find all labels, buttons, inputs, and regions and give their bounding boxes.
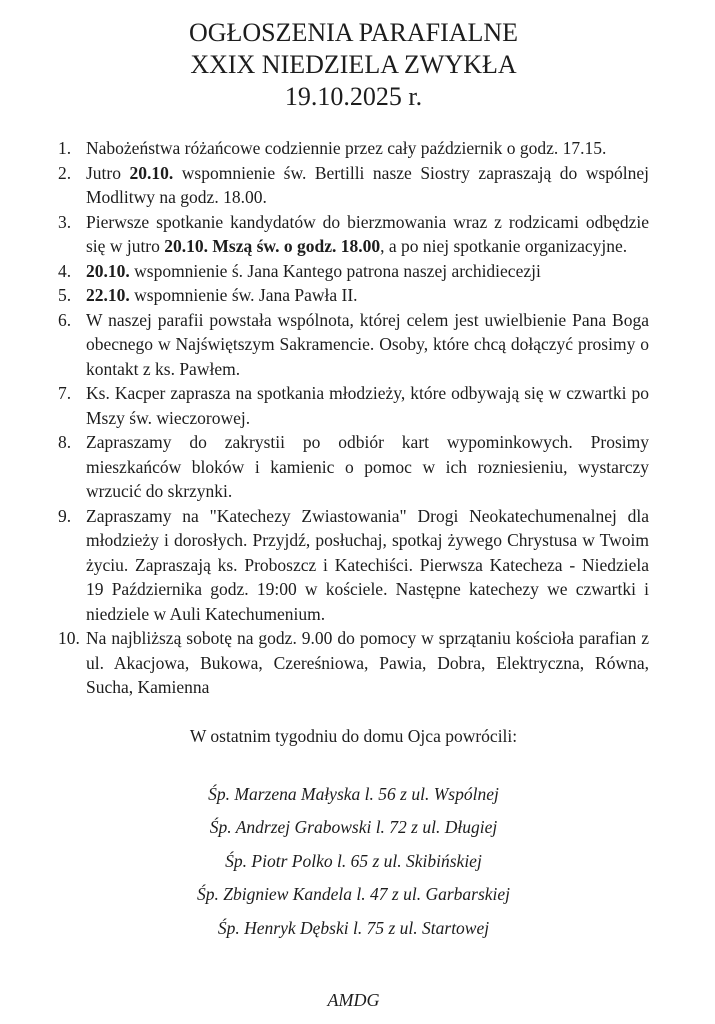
page-title-line-2: XXIX NIEDZIELA ZWYKŁA xyxy=(190,50,517,79)
memorial-entry: Śp. Marzena Małyska l. 56 z ul. Wspólnej xyxy=(208,783,499,804)
item-number: 4. xyxy=(58,260,72,281)
announcement-item xyxy=(58,259,649,284)
item-text: W naszej parafii powstała wspólnota, której celem jest uwielbienie Pana Boga obecnego w Najświętszym Sakramencie. Osoby, które chcą dołączyć prosimy o kontakt z ks. Pawłem. xyxy=(86,309,649,379)
memorial-entry: Śp. Zbigniew Kandela l. 47 z ul. Garbarskiej xyxy=(196,884,511,904)
announcement-item xyxy=(58,430,649,504)
item-text-bold: 20.10. xyxy=(129,162,174,183)
memorial-section xyxy=(58,724,649,940)
item-text: wspomnienie ś. Jana Kantego patrona naszej archidiecezji xyxy=(129,260,541,281)
item-text: Ks. Kacper zaprasza na spotkania młodzieży, które odbywają się w czwartki po Mszy św. wieczorowej. xyxy=(86,383,649,428)
item-text: wspomnienie św. Bertilli nasze Siostry zapraszają do wspólnej Modlitwy na godz. 18.00. xyxy=(86,162,650,207)
item-text: Na najbliższą sobotę na godz. 9.00 do pomocy w sprzątaniu kościoła parafian z ul. Akacjowa, Bukowa, Czereśniowa, Pawia, Dobra, Elektryczna, Równa, Sucha, Kamienna xyxy=(86,628,649,697)
item-text: , a po niej spotkanie organizacyjne. xyxy=(380,236,628,256)
announcement-item xyxy=(58,136,649,161)
memorial-list xyxy=(58,782,649,940)
announcement-item xyxy=(58,210,649,259)
item-number: 5. xyxy=(58,285,72,305)
item-number: 7. xyxy=(58,383,72,403)
memorial-entry: Śp. Henryk Dębski l. 75 z ul. Startowej xyxy=(217,917,490,938)
announcement-item xyxy=(58,381,649,430)
item-text: Jutro xyxy=(86,162,130,183)
item-number: 6. xyxy=(58,309,72,330)
item-number: 10. xyxy=(58,628,80,648)
announcement-item xyxy=(58,283,649,308)
item-text-bold: 22.10. xyxy=(86,285,130,305)
item-text: Zapraszamy na "Katechezy Zwiastowania" Drogi Neokatechumenalnej dla młodzieży i dorosłych. Przyjdź, posłuchaj, spotkaj żywego Chrystusa w Twoim życiu. Zapraszają ks. Proboszcz i Katechiści. Pierwsza Katecheza - Niedziela 19 Października godz. 19:00 w kościele. Następne katechezy we czwartki i niedziele w Auli Katechumenium. xyxy=(86,505,649,624)
announcement-list xyxy=(58,136,649,700)
item-text-bold: 20.10. Mszą św. o godz. 18.00 xyxy=(164,236,381,256)
page-title-line-1: OGŁOSZENIA PARAFIALNE xyxy=(188,18,519,47)
memorial-entry: Śp. Andrzej Grabowski l. 72 z ul. Długiej xyxy=(209,817,498,837)
announcement-item xyxy=(58,161,649,210)
item-number: 9. xyxy=(58,505,72,526)
item-text: Pierwsze spotkanie kandydatów do bierzmowania wraz z rodzicami odbędzie się w jutro xyxy=(86,211,649,256)
memorial-entry: Śp. Piotr Polko l. 65 z ul. Skibińskiej xyxy=(225,850,482,871)
footer-motto: AMDG xyxy=(327,989,380,1010)
item-number: 3. xyxy=(58,211,72,232)
item-number: 8. xyxy=(58,432,72,452)
announcement-item xyxy=(58,626,649,700)
item-number: 2. xyxy=(58,162,72,183)
item-text: wspomnienie św. Jana Pawła II. xyxy=(129,285,358,305)
page-title-date: 19.10.2025 r. xyxy=(284,82,423,111)
item-text: Zapraszamy do zakrystii po odbiór kart wypominkowych. Prosimy mieszkańców bloków i kamienic o pomoc w ich rozniesieniu, wystarczy wrzucić do skrzynki. xyxy=(86,432,649,501)
page-title xyxy=(58,17,649,113)
announcement-item xyxy=(58,504,649,627)
item-text: Nabożeństwa różańcowe codziennie przez cały październik o godz. 17.15. xyxy=(86,138,607,158)
item-text-bold: 20.10. xyxy=(86,260,130,281)
memorial-intro: W ostatnim tygodniu do domu Ojca powrócili: xyxy=(189,725,518,746)
announcement-item xyxy=(58,308,649,382)
item-number: 1. xyxy=(58,138,72,158)
